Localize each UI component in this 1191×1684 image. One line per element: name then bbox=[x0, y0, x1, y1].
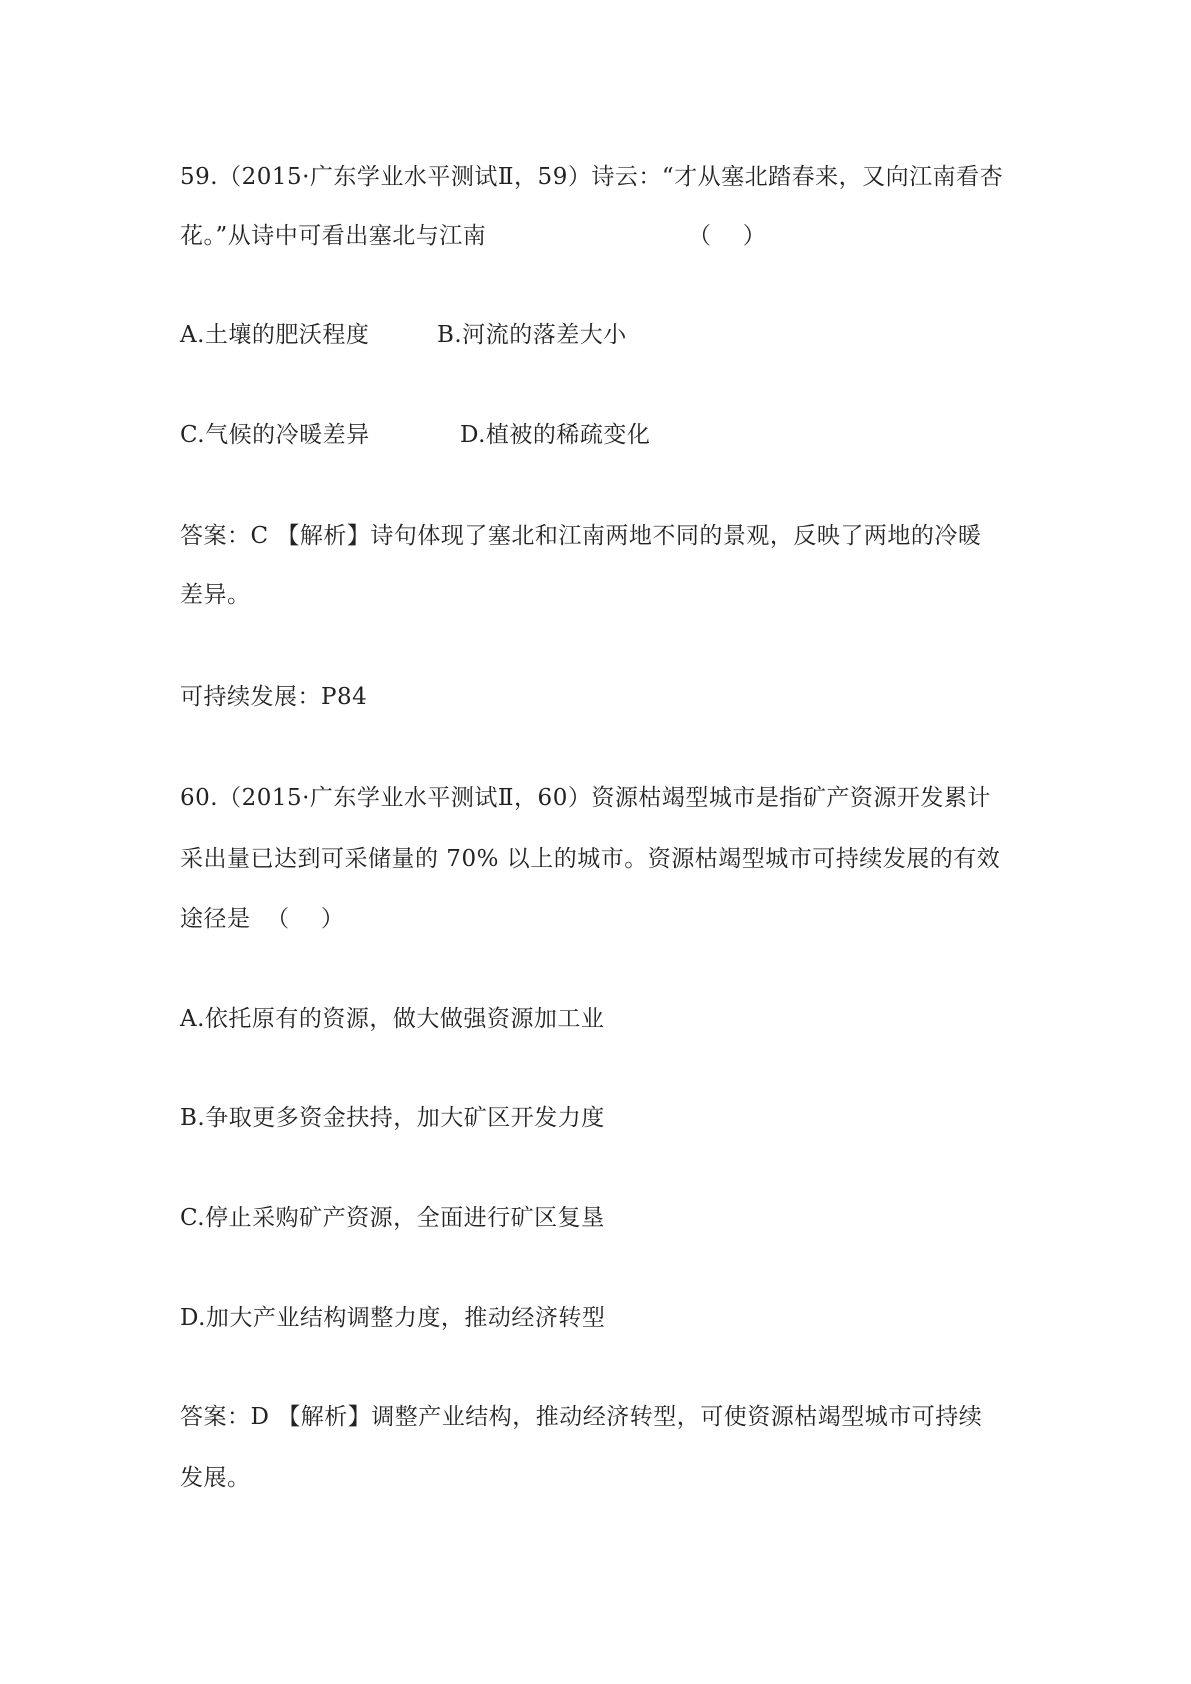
q60-stem-line1: 60.（2015·广东学业水平测试Ⅱ，60）资源枯竭型城市是指矿产资源开发累计 bbox=[180, 785, 991, 811]
q59-stem-line1: 59.（2015·广东学业水平测试Ⅱ，59）诗云：“才从塞北踏春来，又向江南看杏 bbox=[180, 164, 1004, 190]
q59-answer-line1: 答案：C 【解析】诗句体现了塞北和江南两地不同的景观，反映了两地的冷暖 bbox=[180, 523, 982, 549]
q60-answer-line1: 答案：D 【解析】调整产业结构，推动经济转型，可使资源枯竭型城市可持续 bbox=[180, 1404, 983, 1430]
q60-stem-line2: 采出量已达到可采储量的 70% 以上的城市。资源枯竭型城市可持续发展的有效 bbox=[180, 846, 1001, 872]
q60-option-b: B.争取更多资金扶持，加大矿区开发力度 bbox=[180, 1105, 605, 1131]
q59-option-a: A.土壤的肥沃程度 bbox=[180, 322, 370, 348]
q60-option-d: D.加大产业结构调整力度，推动经济转型 bbox=[180, 1305, 606, 1331]
q60-stem-line3: 途径是 （ ） bbox=[180, 906, 345, 932]
q59-answer-bracket: （ ） bbox=[688, 223, 767, 249]
q59-stem-line2: 花。”从诗中可看出塞北与江南 bbox=[180, 223, 487, 249]
section-heading: 可持续发展：P84 bbox=[180, 684, 368, 710]
q60-option-a: A.依托原有的资源，做大做强资源加工业 bbox=[180, 1006, 605, 1032]
q59-answer-line2: 差异。 bbox=[180, 582, 251, 608]
q59-option-d: D.植被的稀疏变化 bbox=[460, 422, 651, 448]
q60-answer-line2: 发展。 bbox=[180, 1465, 251, 1491]
q59-option-b: B.河流的落差大小 bbox=[437, 322, 627, 348]
q60-option-c: C.停止采购矿产资源，全面进行矿区复垦 bbox=[180, 1205, 605, 1231]
q59-option-c: C.气候的冷暖差异 bbox=[180, 422, 370, 448]
